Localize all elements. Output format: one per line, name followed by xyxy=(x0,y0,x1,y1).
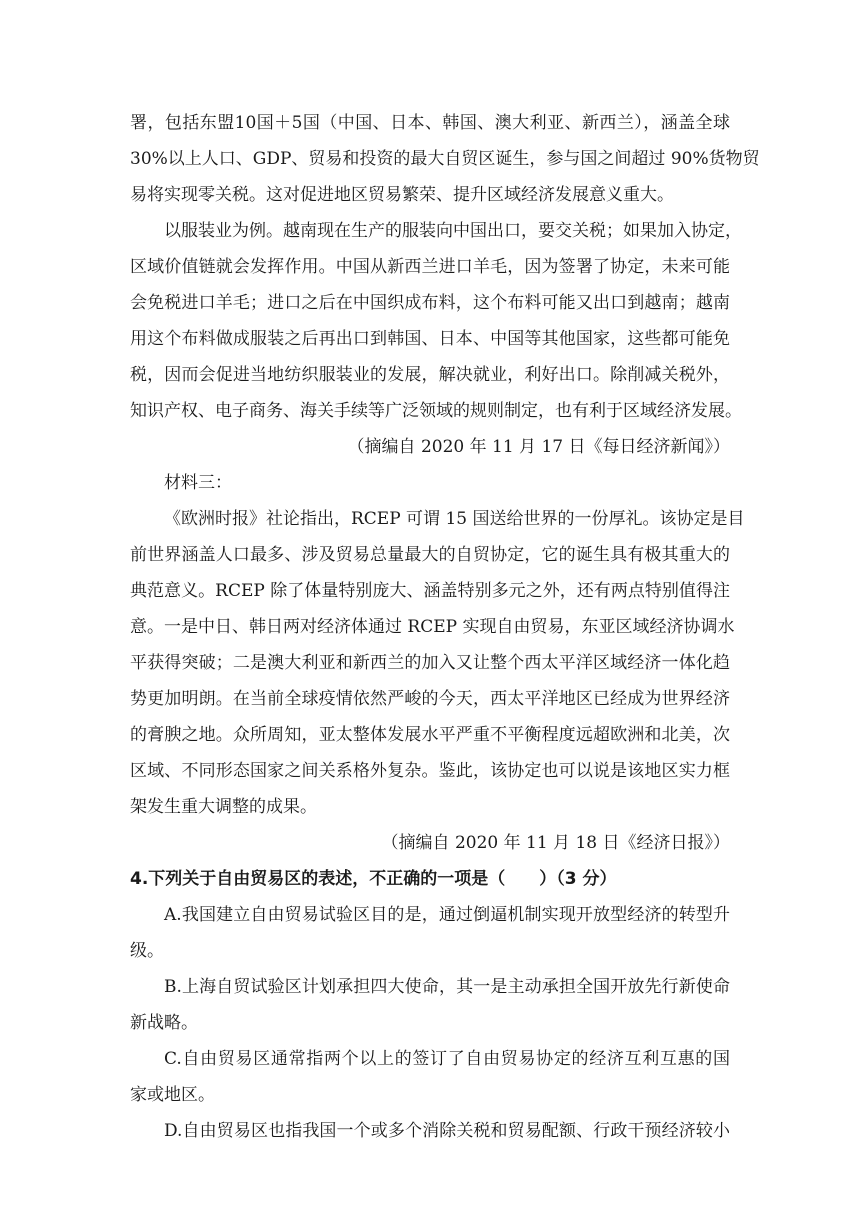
source-citation: （摘编自 2020 年 11 月 17 日《每日经济新闻》） xyxy=(347,437,730,457)
option-d: D.自由贸易区也指我国一个或多个消除关税和贸易配额、行政干预经济较小 xyxy=(164,1121,730,1141)
passage-line: 典范意义。RCEP 除了体量特别庞大、涵盖特别多元之外，还有两点特别值得注 xyxy=(130,581,730,601)
passage-line: 区域、不同形态国家之间关系格外复杂。鉴此，该协定也可以说是该地区实力框 xyxy=(130,761,730,781)
passage-line: 势更加明朗。在当前全球疫情依然严峻的今天，西太平洋地区已经成为世界经济 xyxy=(130,689,730,709)
passage-line: 知识产权、电子商务、海关手续等广泛领域的规则制定，也有利于区域经济发展。 xyxy=(130,401,742,421)
passage-line: 税，因而会促进当地纺织服装业的发展，解决就业，利好出口。除削减关税外， xyxy=(130,365,730,385)
passage-line: 平获得突破；二是澳大利亚和新西兰的加入又让整个西太平洋区域经济一体化趋 xyxy=(130,653,730,673)
passage-line: 前世界涵盖人口最多、涉及贸易总量最大的自贸协定，它的诞生具有极其重大的 xyxy=(130,545,730,565)
passage-line: 的膏腴之地。众所周知，亚太整体发展水平严重不平衡程度远超欧洲和北美，次 xyxy=(130,725,730,745)
passage-line: 会免税进口羊毛；进口之后在中国织成布料，这个布料可能又出口到越南；越南 xyxy=(130,293,730,313)
passage-line: 用这个布料做成服装之后再出口到韩国、日本、中国等其他国家，这些都可能免 xyxy=(130,329,730,349)
passage-line: 易将实现零关税。这对促进地区贸易繁荣、提升区域经济发展意义重大。 xyxy=(130,185,674,205)
option-c-continued: 家或地区。 xyxy=(130,1085,215,1105)
question-stem: 4.下列关于自由贸易区的表述，不正确的一项是（ ）（3 分） xyxy=(130,869,617,889)
source-citation: （摘编自 2020 年 11 月 18 日《经济日报》） xyxy=(381,833,730,853)
option-a: A.我国建立自由贸易试验区目的是，通过倒逼机制实现开放型经济的转型升 xyxy=(164,905,730,925)
passage-line: 《欧洲时报》社论指出，RCEP 可谓 15 国送给世界的一份厚礼。该协定是目 xyxy=(164,509,745,529)
option-b-continued: 新战略。 xyxy=(130,1013,198,1033)
option-a-continued: 级。 xyxy=(130,941,164,961)
passage-line: 以服装业为例。越南现在生产的服装向中国出口，要交关税；如果加入协定， xyxy=(164,221,742,241)
passage-line: 意。一是中日、韩日两对经济体通过 RCEP 实现自由贸易，东亚区域经济协调水 xyxy=(130,617,735,637)
passage-line: 署，包括东盟10国＋5国（中国、日本、韩国、澳大利亚、新西兰），涵盖全球 xyxy=(130,113,730,133)
passage-line: 架发生重大调整的成果。 xyxy=(130,797,317,817)
option-c: C.自由贸易区通常指两个以上的签订了自由贸易协定的经济互利互惠的国 xyxy=(164,1049,730,1069)
section-heading: 材料三： xyxy=(164,473,232,493)
option-b: B.上海自贸试验区计划承担四大使命，其一是主动承担全国开放先行新使命 xyxy=(164,977,730,997)
passage-line: 30%以上人口、GDP、贸易和投资的最大自贸区诞生，参与国之间超过 90%货物贸 xyxy=(130,149,760,169)
passage-line: 区域价值链就会发挥作用。中国从新西兰进口羊毛，因为签署了协定，未来可能 xyxy=(130,257,730,277)
